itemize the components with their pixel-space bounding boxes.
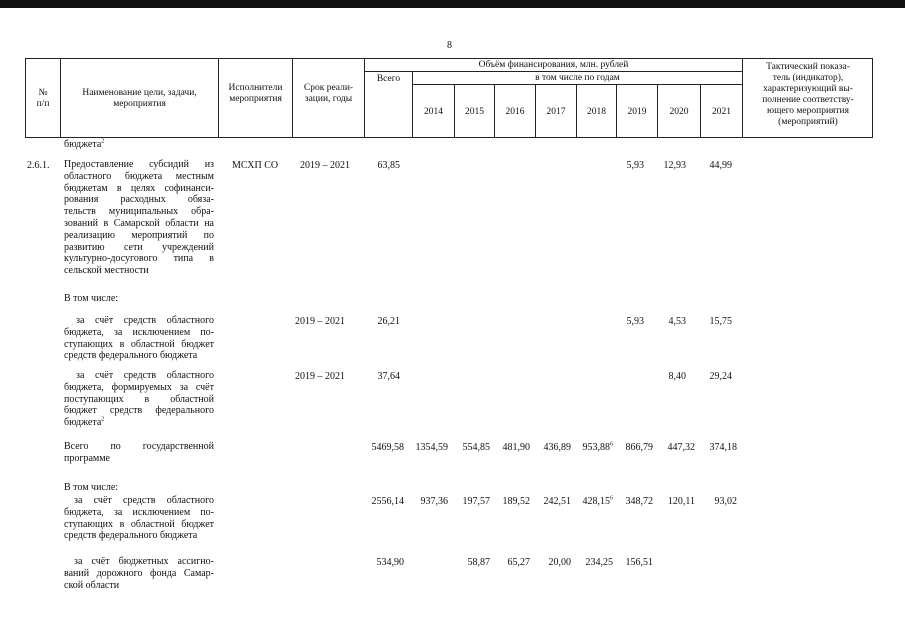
row-total: 2556,14	[371, 496, 404, 507]
row-2020: 447,32	[667, 442, 695, 453]
header-year-2019: 2019	[627, 107, 647, 117]
row-2017: 436,89	[543, 442, 571, 453]
row-2016: 189,52	[502, 496, 530, 507]
row-2014: 937,36	[420, 496, 448, 507]
header-col-indicator: Тактический показа- тель (индикатор), характеризующий вы- полнение соответству- ющего мероприятия (мероприятий)	[762, 62, 854, 127]
row-2019: 5,93	[626, 316, 644, 327]
including-label-2: В том числе:	[64, 482, 119, 493]
row-number: 2.6.1.	[27, 160, 50, 171]
row-2020: 12,93	[663, 160, 686, 171]
header-year-2016: 2016	[505, 107, 525, 117]
header-col-by-year: в том числе по годам	[535, 73, 620, 83]
header-col-funding: Объём финансирования, млн. рублей	[478, 60, 629, 70]
row-2015: 58,87	[467, 557, 490, 568]
row-2016: 481,90	[502, 442, 530, 453]
carry-over-text: бюджета$^2$	[64, 138, 105, 150]
row-description: за счёт средств областного бюджета, формируемых за счёт поступающих в областной бюджет средств федерального бюджета$^2$	[64, 370, 214, 429]
header-col-number: № п/п	[36, 88, 50, 109]
row-2020: 120,11	[667, 496, 695, 507]
row-total: 37,64	[377, 371, 400, 382]
header-col-name: Наименование цели, задачи, мероприятия	[82, 88, 197, 109]
header-year-2020: 2020	[669, 107, 689, 117]
row-term: 2019 – 2021	[295, 316, 345, 327]
row-description: за счёт бюджетных ассигно- ваний дорожного фонда Самар- ской области	[64, 556, 214, 591]
row-term: 2019 – 2021	[300, 160, 350, 171]
row-description: Всего по государственной программе	[64, 441, 214, 464]
row-description: за счёт средств областного бюджета, за исключением по- ступающих в областной бюджет средств федерального бюджета	[64, 315, 214, 362]
header-year-2015: 2015	[465, 107, 484, 117]
row-total: 63,85	[377, 160, 400, 171]
row-2019: 156,51	[625, 557, 653, 568]
row-2017: 20,00	[548, 557, 571, 568]
header-year-2014: 2014	[424, 107, 443, 117]
row-2017: 242,51	[543, 496, 571, 507]
row-2021: 29,24	[709, 371, 732, 382]
row-2021: 44,99	[709, 160, 732, 171]
row-2016: 65,27	[507, 557, 530, 568]
header-col-total: Всего	[376, 74, 401, 84]
top-border-bar	[0, 0, 905, 8]
row-description: Предоставление субсидий из областного бюджета местным бюджетам в целях софинанси- рования расходных обяза- тельств муниципальных обра- зований в Самарской области на реализацию мероприятий по развитию сети учреждений культурно-досугового типа в сельской местности	[64, 159, 214, 277]
row-2019: 5,93	[626, 160, 644, 171]
header-year-2017: 2017	[546, 107, 566, 117]
row-2021: 374,18	[709, 442, 737, 453]
row-total: 534,90	[376, 557, 404, 568]
row-2018: 953,88$^6$	[582, 441, 613, 453]
row-description: за счёт средств областного бюджета, за исключением по- ступающих в областной бюджет средств федерального бюджета	[64, 495, 214, 542]
header-col-term: Срок реали- зации, годы	[303, 83, 354, 104]
header-col-executors: Исполнители мероприятия	[228, 83, 283, 104]
header-year-2021: 2021	[712, 107, 731, 117]
row-total: 26,21	[377, 316, 400, 327]
row-total: 5469,58	[371, 442, 404, 453]
row-2018: 234,25	[585, 557, 613, 568]
row-2021: 15,75	[709, 316, 732, 327]
including-label-1: В том числе:	[64, 293, 119, 304]
row-2015: 554,85	[462, 442, 490, 453]
row-term: 2019 – 2021	[295, 371, 345, 382]
row-2021: 93,02	[714, 496, 737, 507]
row-2019: 866,79	[625, 442, 653, 453]
row-2020: 4,53	[668, 316, 686, 327]
row-2018: 428,15$^6$	[582, 495, 613, 507]
page-number: 8	[447, 40, 452, 51]
row-2014: 1354,59	[415, 442, 448, 453]
row-2015: 197,57	[462, 496, 490, 507]
header-year-2018: 2018	[587, 107, 606, 117]
row-2019: 348,72	[625, 496, 653, 507]
row-2020: 8,40	[668, 371, 686, 382]
row-executor: МСХП СО	[232, 160, 279, 171]
